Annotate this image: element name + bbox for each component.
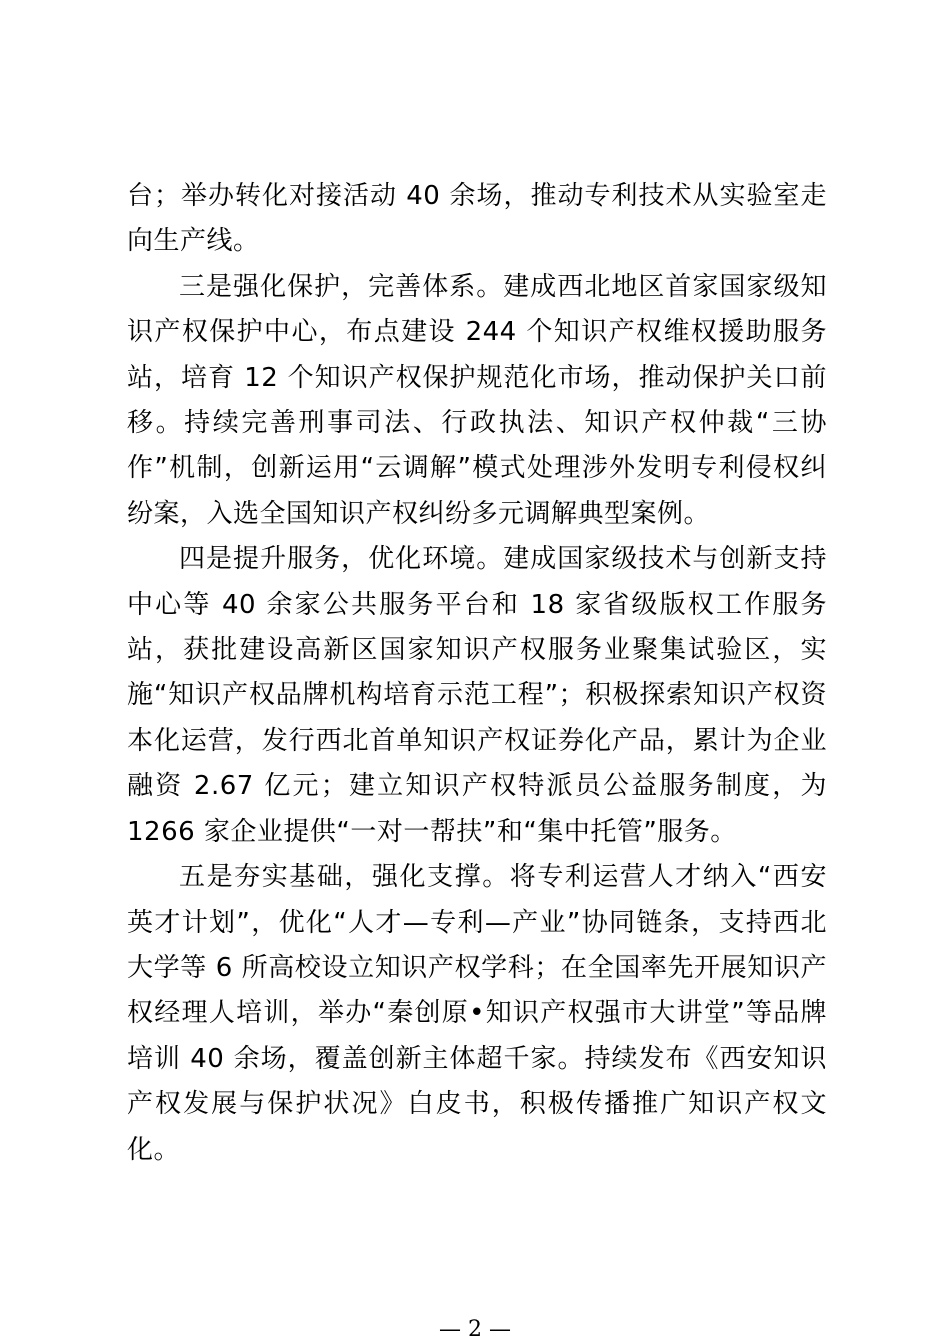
paragraph-improve-services: 四是提升服务，优化环境。建成国家级技术与创新支持中心等 40 余家公共服务平台和 18 家省级版权工作服务站，获批建设高新区国家知识产权服务业聚集试验区，实施“知识产权品牌机构培育示范工程”；积极探索知识产权资本化运营，发行西北首单知识产权证券化产品，累计为企业融资 2.67 亿元；建立知识产权特派员公益服务制度，为 1266 家企业提供“一对一帮扶”和“集中托管”服务。 <box>127 544 827 847</box>
paragraph-consolidate-foundation: 五是夯实基础，强化支撑。将专利运营人才纳入“西安英才计划”，优化“人才—专利—产业”协同链条，支持西北大学等 6 所高校设立知识产权学科；在全国率先开展知识产权经理人培训，举办“秦创原•知识产权强市大讲堂”等品牌培训 40 余场，覆盖创新主体超千家。持续发布《西安知识产权发展与保护状况》白皮书，积极传播推广知识产权文化。 <box>127 862 827 1165</box>
paragraph-continuation: 台；举办转化对接活动 40 余场，推动专利技术从实验室走向生产线。 <box>127 181 827 257</box>
paragraph-strengthen-protection: 三是强化保护，完善体系。建成西北地区首家国家级知识产权保护中心，布点建设 244 个知识产权维权援助服务站，培育 12 个知识产权保护规范化市场，推动保护关口前移。持续完善刑事司法、行政执法、知识产权仲裁“三协作”机制，创新运用“云调解”模式处理涉外发明专利侵权纠纷案，入选全国知识产权纠纷多元调解典型案例。 <box>127 271 827 529</box>
page-number: — 2 — <box>439 1317 511 1342</box>
body-text <box>127 174 827 1173</box>
